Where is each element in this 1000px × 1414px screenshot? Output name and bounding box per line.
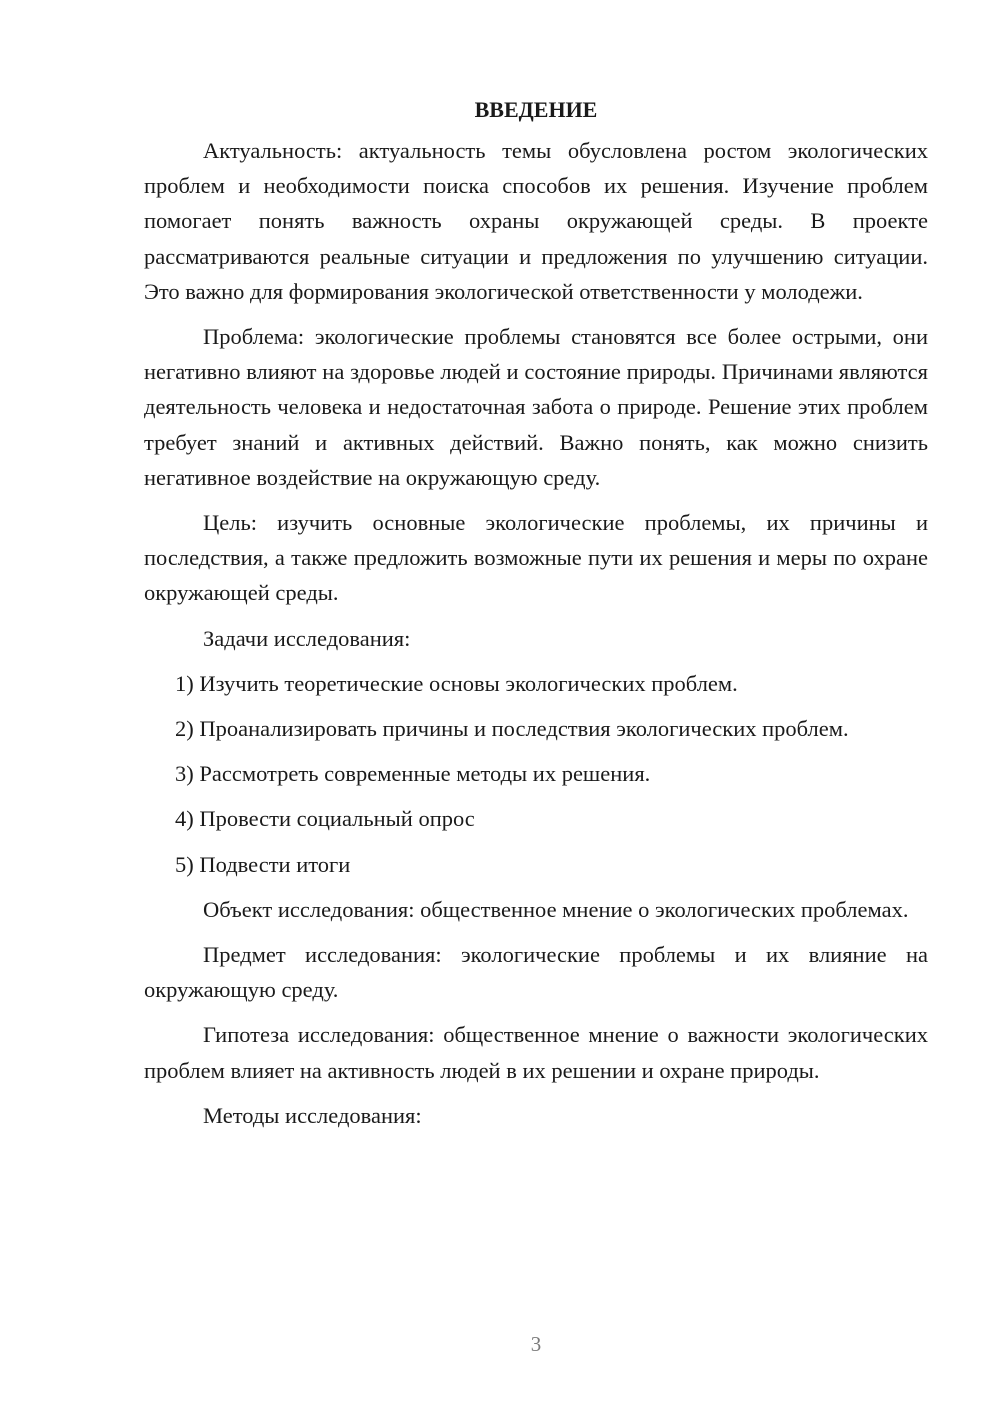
task-item-3: 3) Рассмотреть современные методы их решения. [175,761,651,787]
task-item-2: 2) Проанализировать причины и последствия экологических проблем. [175,716,849,742]
methods-heading: Методы исследования: [203,1102,422,1128]
hypothesis-paragraph: Гипотеза исследования: общественное мнение о важности экологических проблем влияет на активность людей в их решении и охране природы. [144,1022,928,1083]
subject-paragraph: Предмет исследования: экологические проблемы и их влияние на окружающую среду. [144,942,928,1003]
goal-paragraph: Цель: изучить основные экологические проблемы, их причины и последствия, а также предложить возможные пути их решения и меры по охране окружающей среды. [144,510,928,606]
relevance-paragraph: Актуальность: актуальность темы обусловлена ростом экологических проблем и необходимости поиска способов их решения. Изучение проблем помогает понять важность охраны окружающей среды. В проекте рассматриваются реальные ситуации и предложения по улучшению ситуации. Это важно для формирования экологической ответственности у молодежи. [144,138,928,304]
task-item-5: 5) Подвести итоги [175,851,351,877]
tasks-list [144,666,928,882]
page-number: 3 [530,1332,542,1356]
problem-paragraph: Проблема: экологические проблемы становятся все более острыми, они негативно влияют на здоровье людей и состояние природы. Причинами являются деятельность человека и недостаточная забота о природе. Решение этих проблем требует знаний и активных действий. Важно понять, как можно снизить негативное воздействие на окружающую среду. [144,324,928,490]
object-paragraph: Объект исследования: общественное мнение о экологических проблемах. [203,896,909,922]
section-title: ВВЕДЕНИЕ [474,97,598,122]
task-item-4: 4) Провести социальный опрос [175,806,475,832]
tasks-heading: Задачи исследования: [203,625,411,651]
task-item-1: 1) Изучить теоретические основы экологических проблем. [175,670,738,696]
page-content [144,92,928,1143]
